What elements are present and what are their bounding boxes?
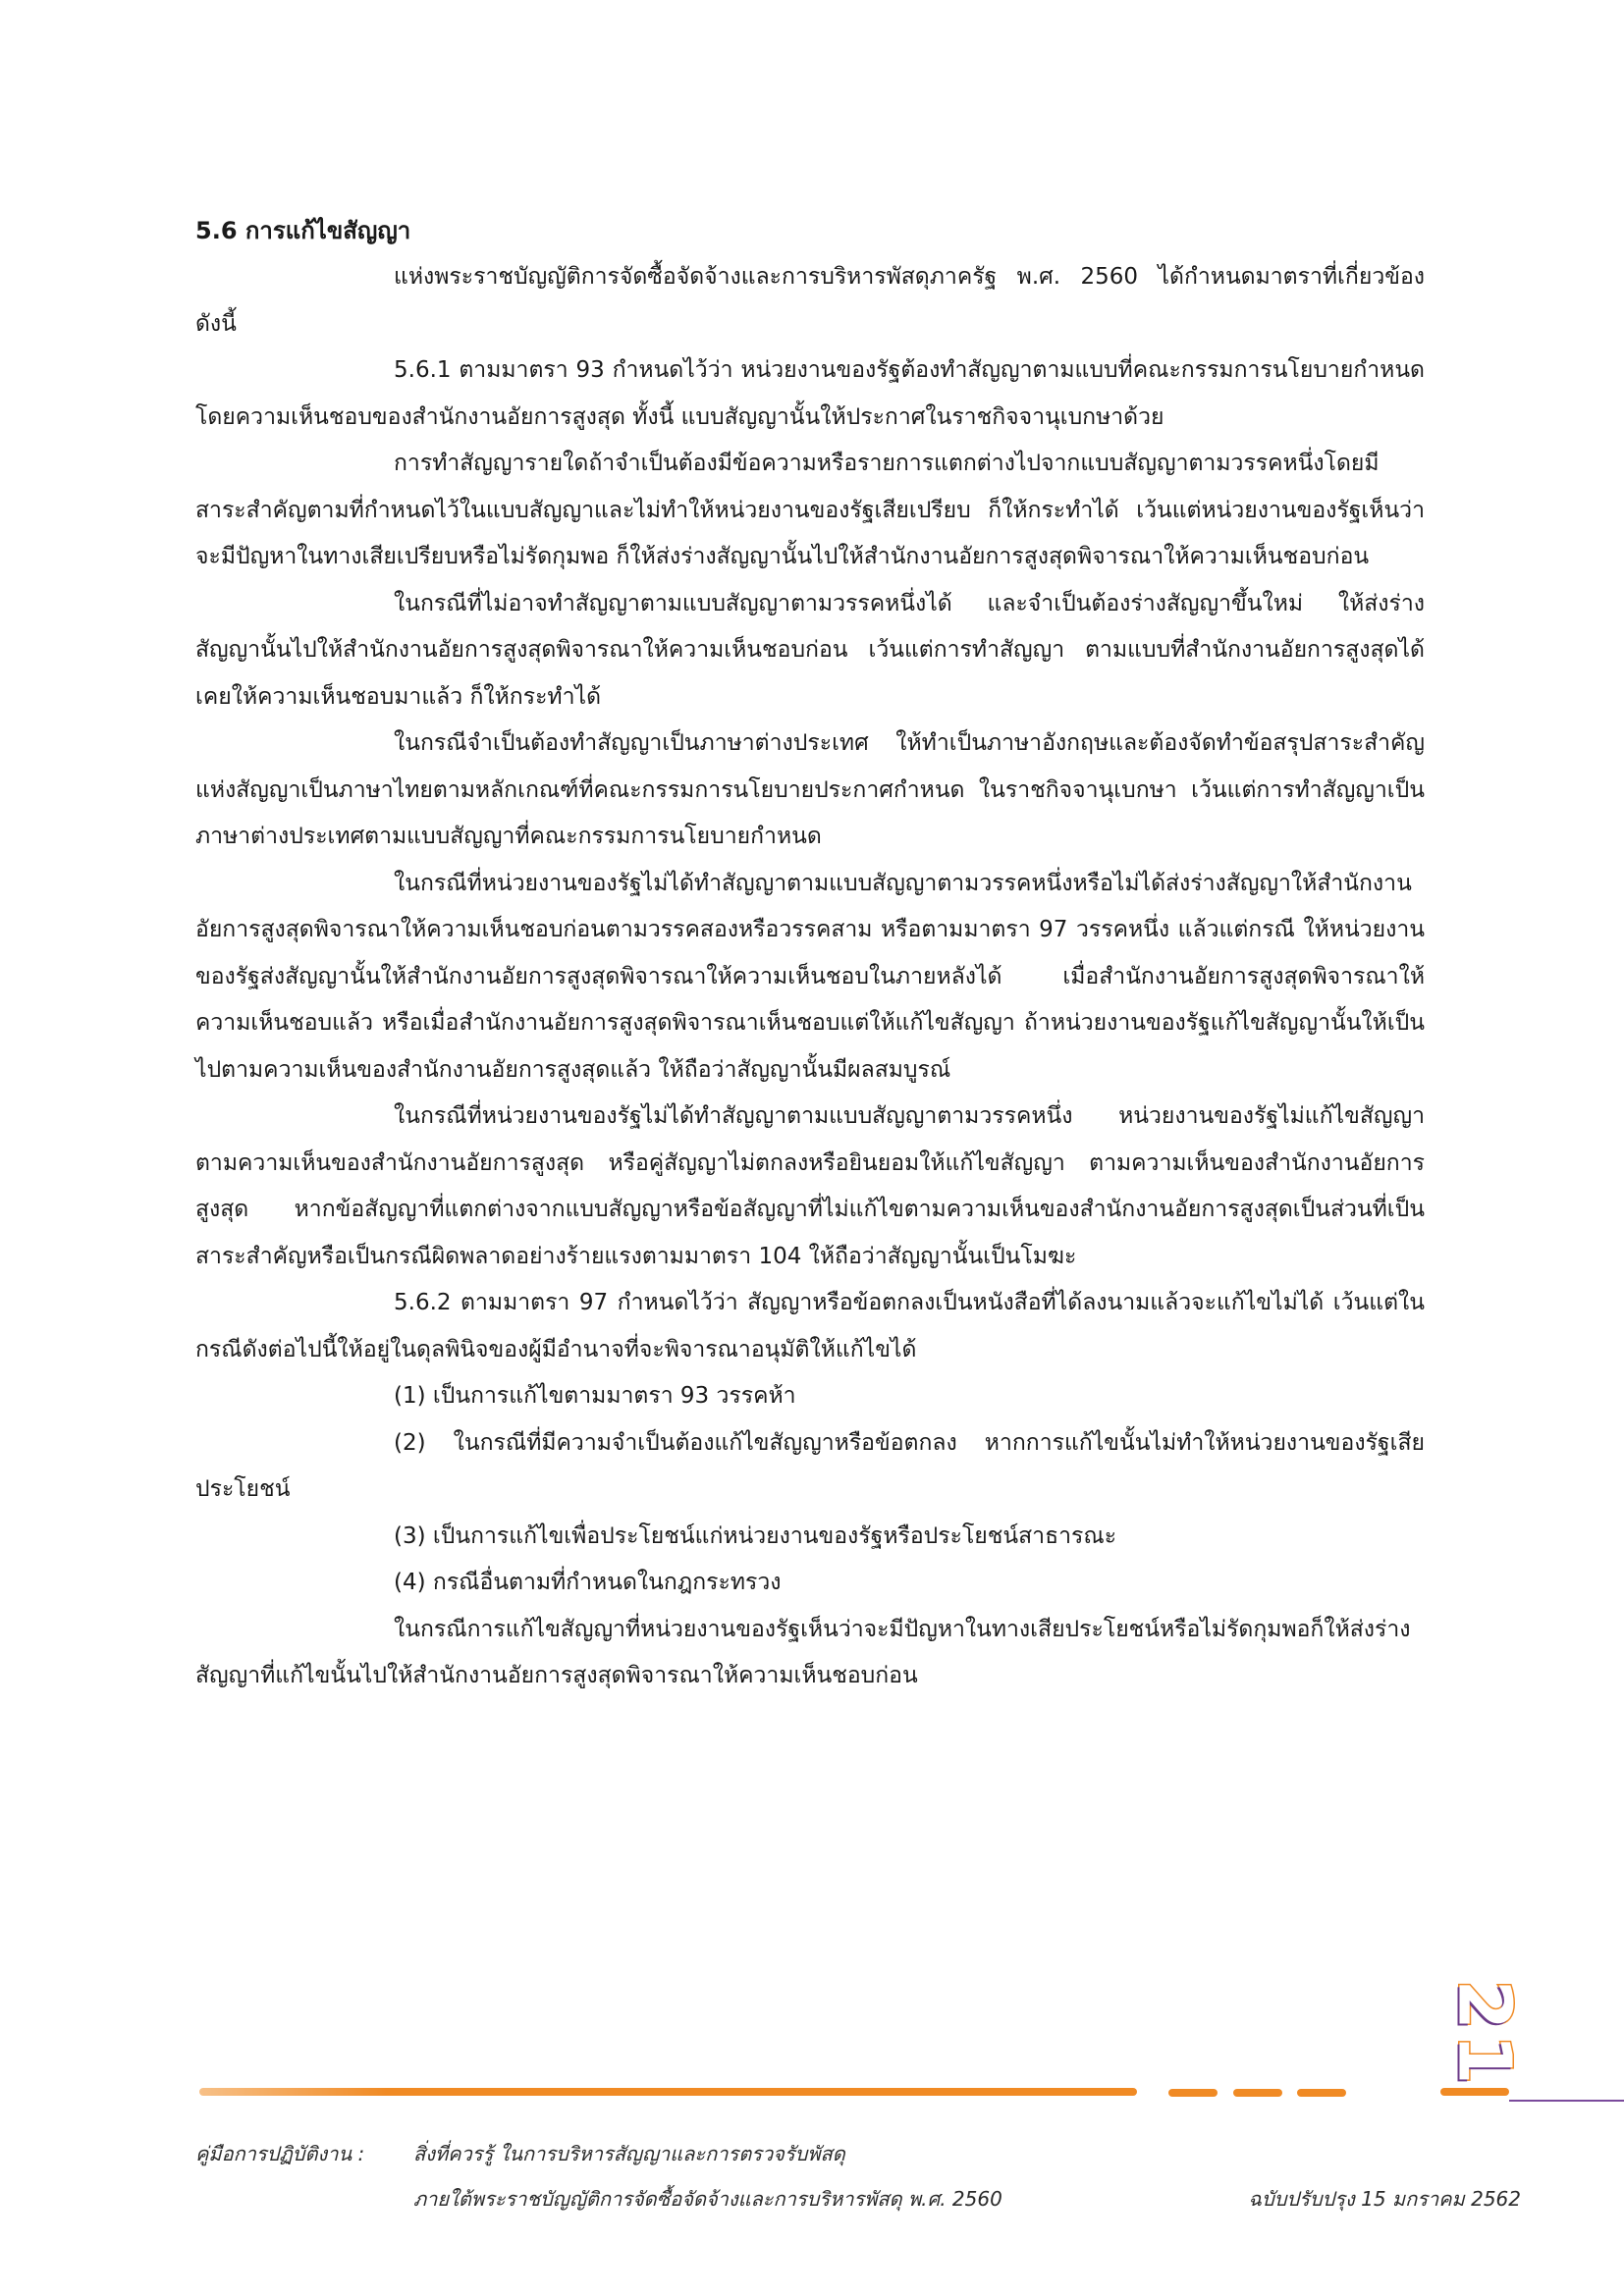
paragraph: 5.6.2 ตามมาตรา 97 กำหนดไว้ว่า สัญญาหรือข้อตกลงเป็นหนังสือที่ได้ลงนามแล้วจะแก้ไขไม่ได้ เว้นแต่ในกรณีดังต่อไปนี้ให้อยู่ในดุลพินิจของผู้มีอำนาจที่จะพิจารณาอนุมัติให้แก้ไขได้ [195, 1290, 1425, 1362]
list-item: (3) เป็นการแก้ไขเพื่อประโยชน์แก่หน่วยงานของรัฐหรือประโยชน์สาธารณะ [394, 1522, 1117, 1549]
footer-dash [1233, 2089, 1282, 2097]
paragraph: ในกรณีจำเป็นต้องทำสัญญาเป็นภาษาต่างประเทศ ให้ทำเป็นภาษาอังกฤษและต้องจัดทำข้อสรุปสาระสำคัญแห่งสัญญาเป็นภาษาไทยตามหลักเกณฑ์ที่คณะกรรมการนโยบายประกาศกำหนด ในราชกิจจานุเบกษา เว้นแต่การทำสัญญาเป็นภาษาต่างประเทศตามแบบสัญญาที่คณะกรรมการนโยบายกำหนด [195, 730, 1425, 849]
page-footer [195, 2138, 1521, 2246]
footer-title-line1: สิ่งที่ควรรู้ ในการบริหารสัญญาและการตรวจรับพัสดุ [413, 2142, 845, 2165]
footer-divider [199, 2088, 1137, 2096]
footer-dash [1297, 2089, 1346, 2097]
page-number-text: 21 [1441, 1979, 1527, 2089]
paragraph: 5.6.1 ตามมาตรา 93 กำหนดไว้ว่า หน่วยงานของรัฐต้องทำสัญญาตามแบบที่คณะกรรมการนโยบายกำหนดโดยความเห็นชอบของสำนักงานอัยการสูงสุด ทั้งนี้ แบบสัญญานั้นให้ประกาศในราชกิจจานุเบกษาด้วย [195, 357, 1425, 430]
paragraph: ในกรณีที่หน่วยงานของรัฐไม่ได้ทำสัญญาตามแบบสัญญาตามวรรคหนึ่ง หน่วยงานของรัฐไม่แก้ไขสัญญาตามความเห็นของสำนักงานอัยการสูงสุด หรือคู่สัญญาไม่ตกลงหรือยินยอมให้แก้ไขสัญญา ตามความเห็นของสำนักงานอัยการสูงสุด หากข้อสัญญาที่แตกต่างจากแบบสัญญาหรือข้อสัญญาที่ไม่แก้ไขตามความเห็นของสำนักงานอัยการสูงสุดเป็นส่วนที่เป็นสาระสำคัญหรือเป็นกรณีผิดพลาดอย่างร้ายแรงตามมาตรา 104 ให้ถือว่าสัญญานั้นเป็นโมฆะ [195, 1103, 1425, 1269]
footer-accent-line [1509, 2100, 1624, 2102]
footer-divider-right [1440, 2088, 1509, 2096]
list-item: (1) เป็นการแก้ไขตามมาตรา 93 วรรคห้า [394, 1383, 796, 1409]
document-body [195, 208, 1425, 1700]
footer-edition: ฉบับปรับปรุง 15 มกราคม 2562 [1248, 2187, 1521, 2211]
paragraph: ในกรณีการแก้ไขสัญญาที่หน่วยงานของรัฐเห็นว่าจะมีปัญหาในทางเสียประโยชน์หรือไม่รัดกุมพอก็ให้ส่งร่างสัญญาที่แก้ไขนั้นไปให้สำนักงานอัยการสูงสุดพิจารณาให้ความเห็นชอบก่อน [195, 1616, 1411, 1688]
paragraph: การทำสัญญารายใดถ้าจำเป็นต้องมีข้อความหรือรายการแตกต่างไปจากแบบสัญญาตามวรรคหนึ่งโดยมีสาระสำคัญตามที่กำหนดไว้ในแบบสัญญาและไม่ทำให้หน่วยงานของรัฐเสียเปรียบ ก็ให้กระทำได้ เว้นแต่หน่วยงานของรัฐเห็นว่าจะมีปัญหาในทางเสียเปรียบหรือไม่รัดกุมพอ ก็ให้ส่งร่างสัญญานั้นไปให้สำนักงานอัยการสูงสุดพิจารณาให้ความเห็นชอบก่อน [195, 451, 1425, 569]
paragraph: ในกรณีที่ไม่อาจทำสัญญาตามแบบสัญญาตามวรรคหนึ่งได้ และจำเป็นต้องร่างสัญญาขึ้นใหม่ ให้ส่งร่างสัญญานั้นไปให้สำนักงานอัยการสูงสุดพิจารณาให้ความเห็นชอบก่อน เว้นแต่การทำสัญญา ตามแบบที่สำนักงานอัยการสูงสุดได้เคยให้ความเห็นชอบมาแล้ว ก็ให้กระทำได้ [195, 590, 1425, 710]
paragraph: แห่งพระราชบัญญัติการจัดซื้อจัดจ้างและการบริหารพัสดุภาครัฐ พ.ศ. 2560 ได้กำหนดมาตราที่เกี่ยวข้องดังนี้ [195, 264, 1425, 337]
list-item: (2) ในกรณีที่มีความจำเป็นต้องแก้ไขสัญญาหรือข้อตกลง หากการแก้ไขนั้นไม่ทำให้หน่วยงานของรัฐเสียประโยชน์ [195, 1429, 1425, 1502]
page-number [1441, 1970, 1527, 2098]
footer-label: คู่มือการปฏิบัติงาน : [195, 2142, 365, 2165]
footer-title-line2: ภายใต้พระราชบัญญัติการจัดซื้อจัดจ้างและการบริหารพัสดุ พ.ศ. 2560 [413, 2187, 1002, 2211]
list-item: (4) กรณีอื่นตามที่กำหนดในกฎกระทรวง [394, 1570, 782, 1595]
footer-dash [1168, 2089, 1218, 2097]
paragraph: ในกรณีที่หน่วยงานของรัฐไม่ได้ทำสัญญาตามแบบสัญญาตามวรรคหนึ่งหรือไม่ได้ส่งร่างสัญญาให้สำนักงานอัยการสูงสุดพิจารณาให้ความเห็นชอบก่อนตามวรรคสองหรือวรรคสาม หรือตามมาตรา 97 วรรคหนึ่ง แล้วแต่กรณี ให้หน่วยงานของรัฐส่งสัญญานั้นให้สำนักงานอัยการสูงสุดพิจารณาให้ความเห็นชอบในภายหลังได้ เมื่อสำนักงานอัยการสูงสุดพิจารณาให้ความเห็นชอบแล้ว หรือเมื่อสำนักงานอัยการสูงสุดพิจารณาเห็นชอบแต่ให้แก้ไขสัญญา ถ้าหน่วยงานของรัฐแก้ไขสัญญานั้นให้เป็นไปตามความเห็นของสำนักงานอัยการสูงสุดแล้ว ให้ถือว่าสัญญานั้นมีผลสมบูรณ์ [195, 870, 1425, 1083]
section-heading: 5.6 การแก้ไขสัญญา [195, 217, 411, 244]
